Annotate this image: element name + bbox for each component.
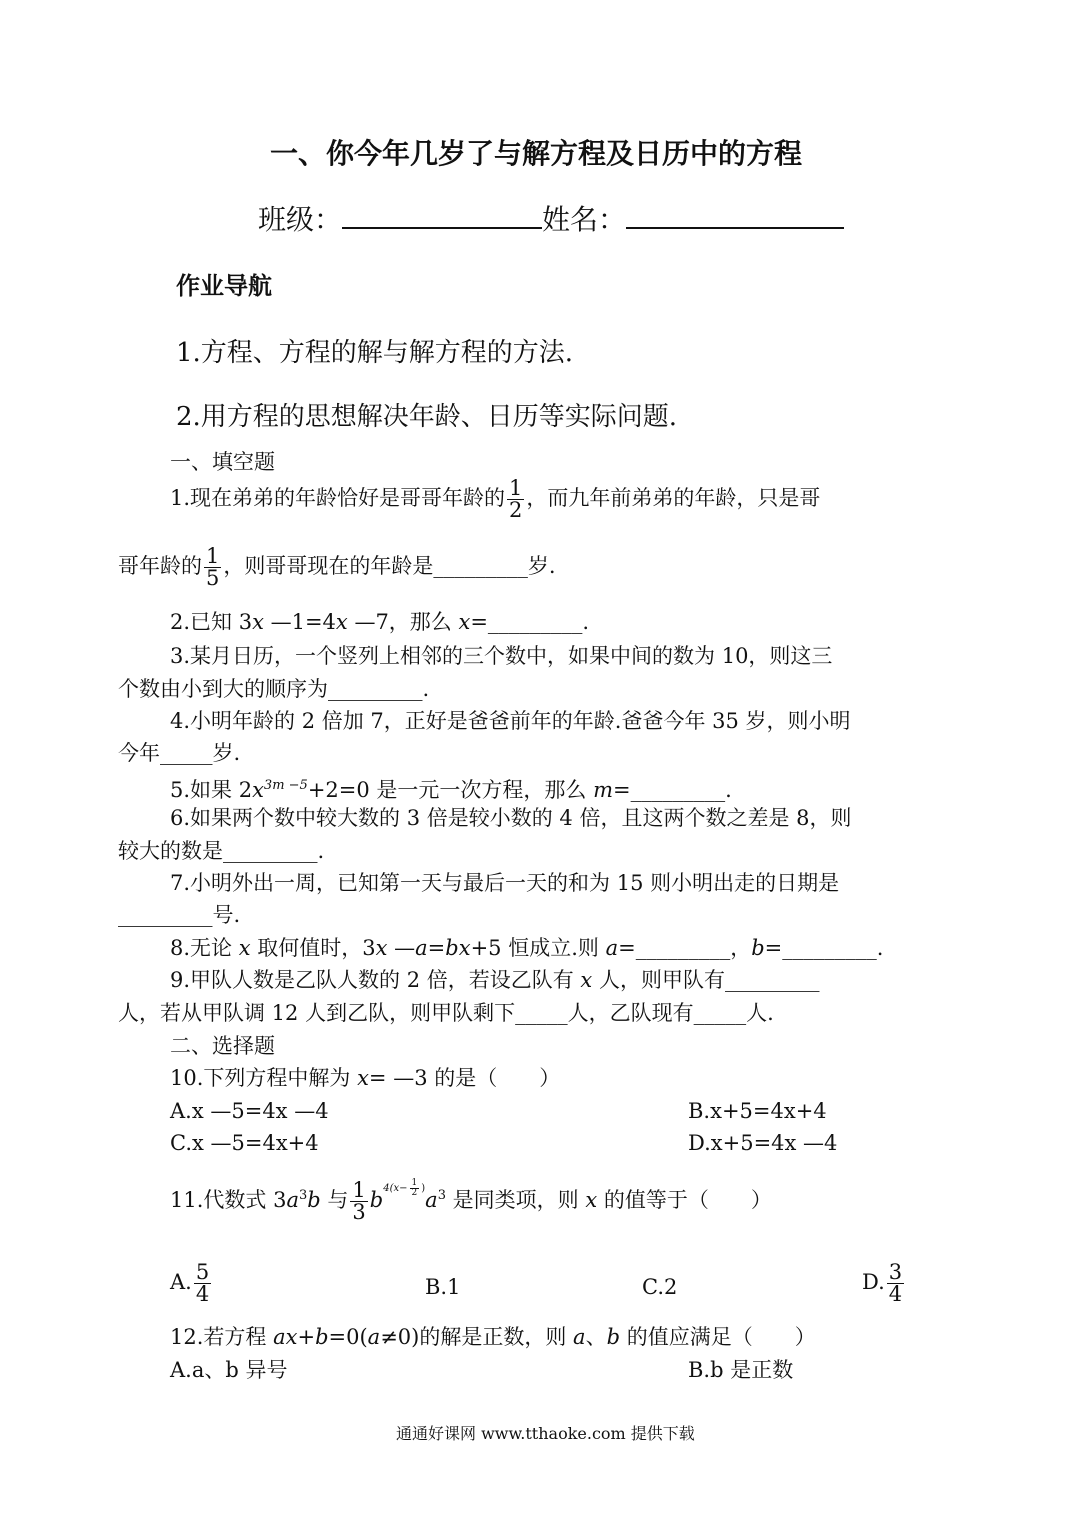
q8-text: 取何值时，3 xyxy=(250,936,376,960)
q11-option-b[interactable]: B.1 xyxy=(425,1275,461,1299)
exponent-text: ) xyxy=(421,1183,426,1194)
student-info xyxy=(258,198,844,238)
q12-text: ≠0)的解是正数，则 xyxy=(380,1325,574,1349)
q8-text: = xyxy=(427,936,446,960)
footer-source: 通通好课网 www.tthaoke.com 提供下载 xyxy=(396,1424,695,1443)
class-blank[interactable] xyxy=(342,223,542,229)
var-x: x xyxy=(252,778,264,802)
q10-option-d[interactable]: D.x+5=4x —4 xyxy=(688,1131,838,1155)
q1-text-a: 1.现在弟弟的年龄恰好是哥哥年龄的 xyxy=(170,486,506,510)
q2-text: =_________. xyxy=(470,610,590,634)
q11-option-a[interactable] xyxy=(170,1262,213,1305)
q9-text: 9.甲队人数是乙队人数的 2 倍，若设乙队有 xyxy=(170,968,581,992)
question-8 xyxy=(170,933,883,963)
question-10 xyxy=(170,1063,560,1093)
nav-item-1: 1.方程、方程的解与解方程的方法. xyxy=(176,338,574,368)
var-x: x xyxy=(458,936,471,960)
question-1-line-2 xyxy=(118,546,556,589)
var-a: a xyxy=(605,936,619,960)
question-7-line-1: 7.小明外出一周，已知第一天与最后一天的和为 15 则小明出走的日期是 xyxy=(170,871,840,895)
q8-text: =_________. xyxy=(764,936,884,960)
var-x: x xyxy=(458,610,471,634)
question-6-line-2: 较大的数是_________. xyxy=(118,839,325,863)
exponent: 3m −5 xyxy=(263,778,308,793)
name-label: 姓名： xyxy=(542,203,627,236)
q8-text: =_________， xyxy=(618,936,752,960)
question-9-line-1 xyxy=(170,965,819,995)
question-12 xyxy=(170,1322,816,1352)
option-label: D. xyxy=(862,1270,885,1294)
fraction-numerator: 3 xyxy=(888,1260,903,1284)
section-fill-blank: 一、填空题 xyxy=(170,450,275,474)
exponent-text: 4(x− xyxy=(383,1183,408,1194)
q11-option-d[interactable] xyxy=(862,1262,906,1305)
fraction-denominator: 4 xyxy=(888,1282,903,1306)
exponent: 3 xyxy=(298,1188,308,1203)
question-3-line-1: 3.某月日历，一个竖列上相邻的三个数中，如果中间的数为 10，则这三 xyxy=(170,644,833,668)
q1-text-d: ，则哥哥现在的年龄是_________岁. xyxy=(223,554,556,578)
q11-text: 与 xyxy=(320,1188,349,1212)
nav-item-2: 2.用方程的思想解决年龄、日历等实际问题. xyxy=(176,402,678,432)
var-a: a xyxy=(415,936,428,960)
question-4-line-2: 今年_____岁. xyxy=(118,741,241,765)
q11-option-c[interactable]: C.2 xyxy=(642,1275,678,1299)
fraction-three-fourths xyxy=(887,1262,904,1305)
var-b: b xyxy=(606,1325,621,1349)
var-x: x xyxy=(335,610,348,634)
fraction-numerator: 1 xyxy=(352,1178,366,1202)
var-b: b xyxy=(751,936,765,960)
var-x: x xyxy=(580,968,593,992)
fraction-five-fourths xyxy=(194,1262,211,1305)
fraction-numerator: 1 xyxy=(206,544,220,568)
q2-text: —1=4 xyxy=(263,610,336,634)
question-7-line-2: _________号. xyxy=(118,903,241,927)
q11-text: 是同类项，则 xyxy=(445,1188,586,1212)
fraction-numerator: 1 xyxy=(411,1178,418,1188)
var-b: b xyxy=(315,1325,329,1349)
option-label: A. xyxy=(170,1270,192,1294)
var-ax: ax xyxy=(273,1325,298,1349)
q5-text: 5.如果 2 xyxy=(170,778,253,802)
var-m: m xyxy=(593,778,614,802)
fraction-one-fifth xyxy=(204,546,221,589)
q1-text-b: ，而九年前弟弟的年龄，只是哥 xyxy=(526,486,821,510)
q12-text: 的值应满足（ ） xyxy=(620,1325,816,1349)
var-a: a xyxy=(425,1188,438,1212)
fraction-denominator: 2 xyxy=(509,498,523,522)
q10-text: = —3 的是（ ） xyxy=(368,1066,561,1090)
exponent: 3 xyxy=(437,1188,446,1203)
q2-text: —7，那么 xyxy=(347,610,459,634)
var-x: x xyxy=(238,936,251,960)
q8-text: — xyxy=(387,936,416,960)
q11-text: 的值等于（ ） xyxy=(597,1188,772,1212)
fraction-numerator: 5 xyxy=(195,1260,210,1284)
q2-text: 2.已知 3 xyxy=(170,610,253,634)
var-x: x xyxy=(585,1188,598,1212)
q12-option-a[interactable]: A.a、b 异号 xyxy=(170,1358,288,1382)
var-b: b xyxy=(307,1188,321,1212)
var-a: a xyxy=(286,1188,299,1212)
class-label: 班级： xyxy=(258,203,343,236)
exponent-expression xyxy=(383,1178,426,1198)
fraction-numerator: 1 xyxy=(509,476,523,500)
nav-heading: 作业导航 xyxy=(176,272,272,300)
fraction-one-half xyxy=(507,478,524,521)
exponent-fraction xyxy=(410,1179,420,1198)
question-4-line-1: 4.小明年龄的 2 倍加 7，正好是爸爸前年的年龄.爸爸今年 35 岁，则小明 xyxy=(170,709,851,733)
var-a: a xyxy=(367,1325,381,1349)
q5-text: +2=0 是一元一次方程，那么 xyxy=(307,778,594,802)
fraction-denominator: 3 xyxy=(352,1200,366,1224)
q5-text: =_________. xyxy=(613,778,732,802)
q10-text: 10.下列方程中解为 xyxy=(170,1066,358,1090)
q11-text: 11.代数式 3 xyxy=(170,1188,287,1212)
var-b: b xyxy=(369,1188,384,1212)
fraction-denominator: 2 xyxy=(411,1188,418,1198)
fraction-one-third xyxy=(350,1180,367,1223)
var-x: x xyxy=(357,1066,369,1090)
question-3-line-2: 个数由小到大的顺序为_________. xyxy=(118,677,430,701)
q12-text: + xyxy=(297,1325,316,1349)
q9-text: 人，则甲队有_________ xyxy=(592,968,820,992)
var-x: x xyxy=(375,936,388,960)
question-9-line-2: 人，若从甲队调 12 人到乙队，则甲队剩下_____人，乙队现有_____人. xyxy=(118,1001,774,1025)
question-5 xyxy=(170,771,732,805)
fraction-denominator: 5 xyxy=(206,566,220,590)
question-1-line-1 xyxy=(170,478,820,521)
section-multiple-choice: 二、选择题 xyxy=(170,1034,275,1058)
q12-text: 12.若方程 xyxy=(170,1325,274,1349)
name-blank[interactable] xyxy=(626,223,844,229)
q8-text: +5 恒成立.则 xyxy=(470,936,606,960)
var-a: a xyxy=(573,1325,586,1349)
question-6-line-1: 6.如果两个数中较大数的 3 倍是较小数的 4 倍，且这两个数之差是 8，则 xyxy=(170,806,852,830)
question-2 xyxy=(170,607,589,637)
q1-text-c: 哥年龄的 xyxy=(118,554,202,578)
question-11 xyxy=(170,1180,772,1223)
fraction-denominator: 4 xyxy=(195,1282,210,1306)
page-title: 一、你今年几岁了与解方程及日历中的方程 xyxy=(270,137,803,170)
q12-text: 、 xyxy=(585,1325,607,1349)
q10-option-b[interactable]: B.x+5=4x+4 xyxy=(688,1099,827,1123)
var-b: b xyxy=(445,936,459,960)
q12-text: =0( xyxy=(328,1325,368,1349)
q12-option-b[interactable]: B.b 是正数 xyxy=(688,1358,794,1382)
var-x: x xyxy=(252,610,264,634)
q10-option-a[interactable]: A.x —5=4x —4 xyxy=(170,1099,329,1123)
q10-option-c[interactable]: C.x —5=4x+4 xyxy=(170,1131,319,1155)
q8-text: 8.无论 xyxy=(170,936,239,960)
